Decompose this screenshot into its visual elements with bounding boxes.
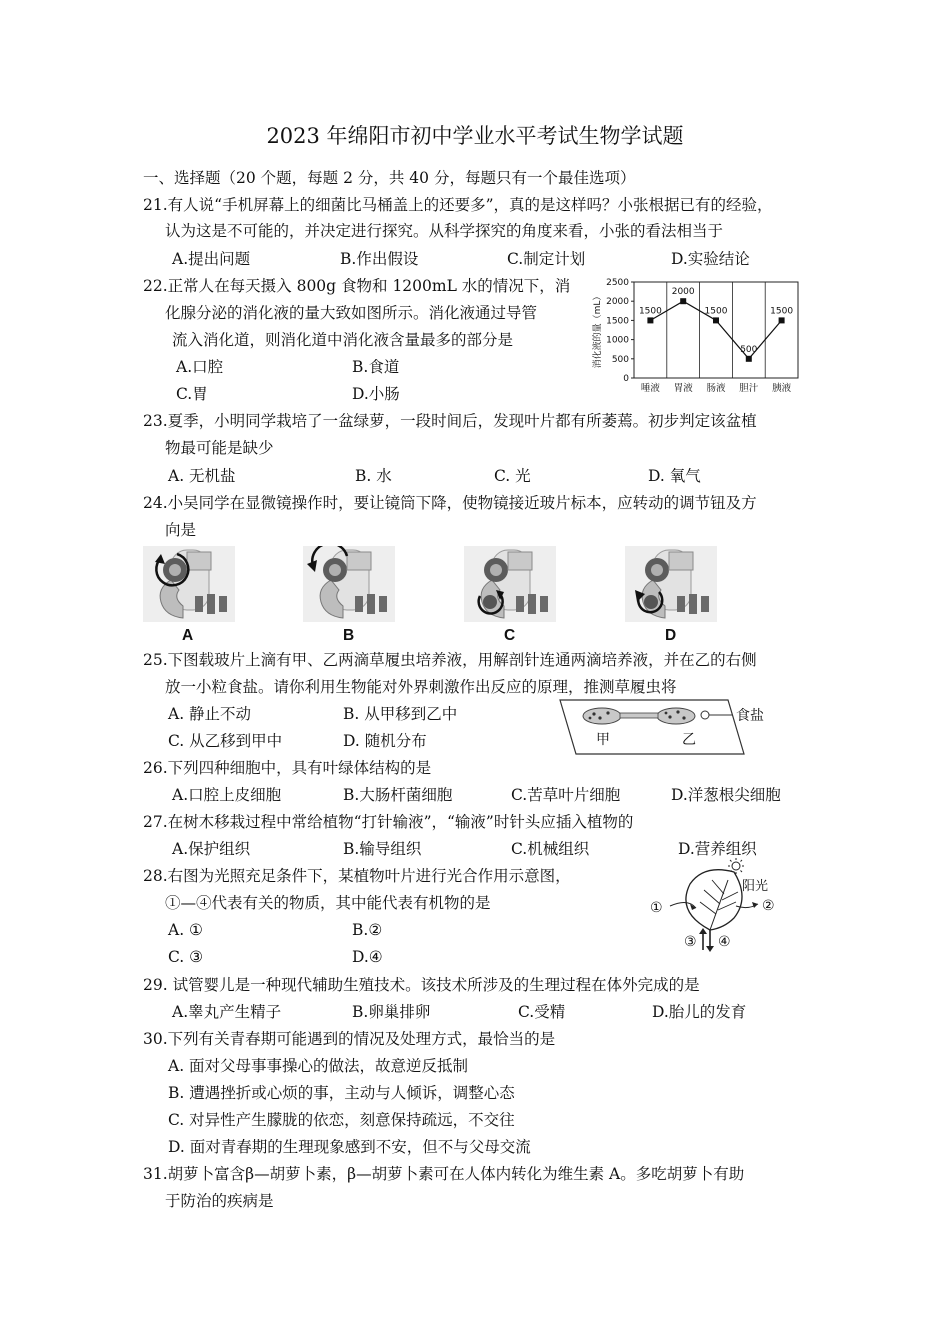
q26-stem-line1: 26.下列四种细胞中，具有叶绿体结构的是 <box>143 759 432 777</box>
q25-option-c: C. 从乙移到甲中 <box>168 732 283 750</box>
q30-option-b: B. 遭遇挫折或心烦的事，主动与人倾诉，调整心态 <box>168 1084 515 1102</box>
section-heading: 一、选择题（20 个题，每题 2 分，共 40 分，每题只有一个最佳选项） <box>143 169 636 187</box>
q24-label-b: B <box>343 627 355 644</box>
q29-option-d: D.胎儿的发育 <box>652 1003 747 1021</box>
q21-option-a: A.提出问题 <box>172 250 251 268</box>
q21-option-d: D.实验结论 <box>671 250 750 268</box>
substance-4-label: ④ <box>718 934 731 950</box>
x-tick-label: 胆汁 <box>739 383 759 394</box>
q25-option-d: D. 随机分布 <box>343 732 427 750</box>
sunlight-label: 阳光 <box>742 879 769 894</box>
q23-stem-line1: 23.夏季，小明同学栽培了一盆绿萝，一段时间后，发现叶片都有所萎蔫。初步判定该盆植 <box>143 412 757 430</box>
data-label: 2000 <box>671 287 695 298</box>
y-tick-label: 1000 <box>606 335 629 346</box>
y-tick-label: 1500 <box>606 316 629 327</box>
q27-option-b: B.输导组织 <box>343 840 422 858</box>
drop-jia-label: 甲 <box>596 732 610 748</box>
q27-option-c: C.机械组织 <box>511 840 590 858</box>
data-point <box>779 317 785 323</box>
q31-stem-line2: 于防治的疾病是 <box>165 1192 274 1210</box>
q24-stem-line1: 24.小吴同学在显微镜操作时，要让镜筒下降，使物镜接近玻片标本，应转动的调节钮及方 <box>143 494 757 512</box>
salt-label: 食盐 <box>736 708 764 724</box>
q28-stem-line2: ①—④代表有关的物质，其中能代表有机物的是 <box>165 894 491 912</box>
q28-option-c: C. ③ <box>168 948 204 966</box>
data-point <box>680 298 686 304</box>
q23-option-c: C. 光 <box>494 467 531 485</box>
x-tick-label: 胃液 <box>673 383 693 394</box>
q29-stem-line1: 29. 试管婴儿是一种现代辅助生殖技术。该技术所涉及的生理过程在体外完成的是 <box>143 976 700 994</box>
q24-label-d: D <box>665 627 677 644</box>
x-tick-label: 肠液 <box>706 383 726 394</box>
q24-label-c: C <box>504 627 516 644</box>
microscope-knob-figure-b <box>303 546 395 622</box>
q22-stem-line3: 流入消化道，则消化道中消化液含量最多的部分是 <box>172 331 514 349</box>
q24-label-a: A <box>182 627 194 644</box>
q24-stem-line2: 向是 <box>165 521 197 539</box>
page-title: 2023 年绵阳市初中学业水平考试生物学试题 <box>266 124 684 148</box>
q21-option-b: B.作出假设 <box>340 250 419 268</box>
y-axis-label: 消化液的量（mL） <box>593 291 603 369</box>
data-label: 1500 <box>770 306 794 317</box>
microscope-knob-figure-c <box>464 546 556 622</box>
data-label: 1500 <box>704 306 728 317</box>
q27-stem-line1: 27.在树木移栽过程中常给植物“打针输液”，“输液”时针头应插入植物的 <box>143 813 634 831</box>
q27-option-a: A.保护组织 <box>172 840 251 858</box>
q28-stem-line1: 28.右图为光照充足条件下，某植物叶片进行光合作用示意图， <box>143 867 571 885</box>
substance-3-label: ③ <box>684 934 697 950</box>
digestive-juice-chart <box>588 274 810 394</box>
data-label: 1500 <box>638 306 662 317</box>
q21-stem-line1: 21.有人说“手机屏幕上的细菌比马桶盖上的还要多”，真的是这样吗？小张根据已有的经验， <box>143 196 773 214</box>
q26-option-d: D.洋葱根尖细胞 <box>671 786 781 804</box>
q25-stem-line1: 25.下图载玻片上滴有甲、乙两滴草履虫培养液，用解剖针连通两滴培养液，并在乙的右侧 <box>143 651 757 669</box>
q28-option-b: B.② <box>352 921 383 939</box>
q26-option-c: C.苦草叶片细胞 <box>511 786 621 804</box>
q22-option-a: A.口腔 <box>176 358 224 376</box>
microscope-knob-figure-a <box>143 546 235 622</box>
q21-option-c: C.制定计划 <box>507 250 586 268</box>
q23-option-b: B. 水 <box>355 467 392 485</box>
q26-option-b: B.大肠杆菌细胞 <box>343 786 453 804</box>
q30-option-d: D. 面对青春期的生理现象感到不安，但不与父母交流 <box>168 1138 531 1156</box>
q29-option-a: A.睾丸产生精子 <box>172 1003 282 1021</box>
paramecium-slide-figure <box>550 698 772 758</box>
q25-stem-line2: 放一小粒食盐。请你利用生物能对外界刺激作出反应的原理，推测草履虫将 <box>165 678 677 696</box>
q22-option-c: C.胃 <box>176 385 208 403</box>
q23-option-a: A. 无机盐 <box>168 467 236 485</box>
data-label: 500 <box>740 344 758 355</box>
q30-option-c: C. 对异性产生朦胧的依恋，刻意保持疏远，不交往 <box>168 1111 515 1129</box>
substance-1-label: ① <box>650 900 663 916</box>
q25-option-a: A. 静止不动 <box>168 705 252 723</box>
q25-option-b: B. 从甲移到乙中 <box>343 705 458 723</box>
q22-stem-line1: 22.正常人在每天摄入 800g 食物和 1200mL 水的情况下，消 <box>143 277 571 295</box>
q23-stem-line2: 物最可能是缺少 <box>165 439 274 457</box>
q21-stem-line2: 认为这是不可能的，并决定进行探究。从科学探究的角度来看，小张的看法相当于 <box>165 222 724 240</box>
microscope-knob-figure-d <box>625 546 717 622</box>
y-tick-label: 500 <box>611 354 629 365</box>
q26-option-a: A.口腔上皮细胞 <box>172 786 282 804</box>
substance-2-label: ② <box>762 898 775 914</box>
data-point <box>647 317 653 323</box>
y-tick-label: 0 <box>623 374 629 384</box>
y-tick-label: 2500 <box>606 278 629 288</box>
q30-stem-line1: 30.下列有关青春期可能遇到的情况及处理方式，最恰当的是 <box>143 1030 556 1048</box>
q22-option-b: B.食道 <box>352 358 400 376</box>
q22-stem-line2: 化腺分泌的消化液的量大致如图所示。消化液通过导管 <box>165 304 538 322</box>
leaf-photosynthesis-figure <box>640 858 800 954</box>
q31-stem-line1: 31.胡萝卜富含β—胡萝卜素，β—胡萝卜素可在人体内转化为维生素 A。多吃胡萝卜有助 <box>143 1165 745 1183</box>
x-tick-label: 胰液 <box>772 383 792 394</box>
q23-option-d: D. 氧气 <box>648 467 701 485</box>
q30-option-a: A. 面对父母事事操心的做法，故意逆反抵制 <box>168 1057 469 1075</box>
q27-option-d: D.营养组织 <box>678 840 757 858</box>
y-tick-label: 2000 <box>606 297 629 308</box>
data-point <box>713 317 719 323</box>
x-tick-label: 唾液 <box>640 383 660 394</box>
q28-option-d: D.④ <box>352 948 383 966</box>
q22-option-d: D.小肠 <box>352 385 400 403</box>
q28-option-a: A. ① <box>168 921 203 939</box>
data-point <box>746 356 752 362</box>
q29-option-b: B.卵巢排卵 <box>352 1003 431 1021</box>
drop-yi-label: 乙 <box>682 732 696 748</box>
q29-option-c: C.受精 <box>518 1003 566 1021</box>
